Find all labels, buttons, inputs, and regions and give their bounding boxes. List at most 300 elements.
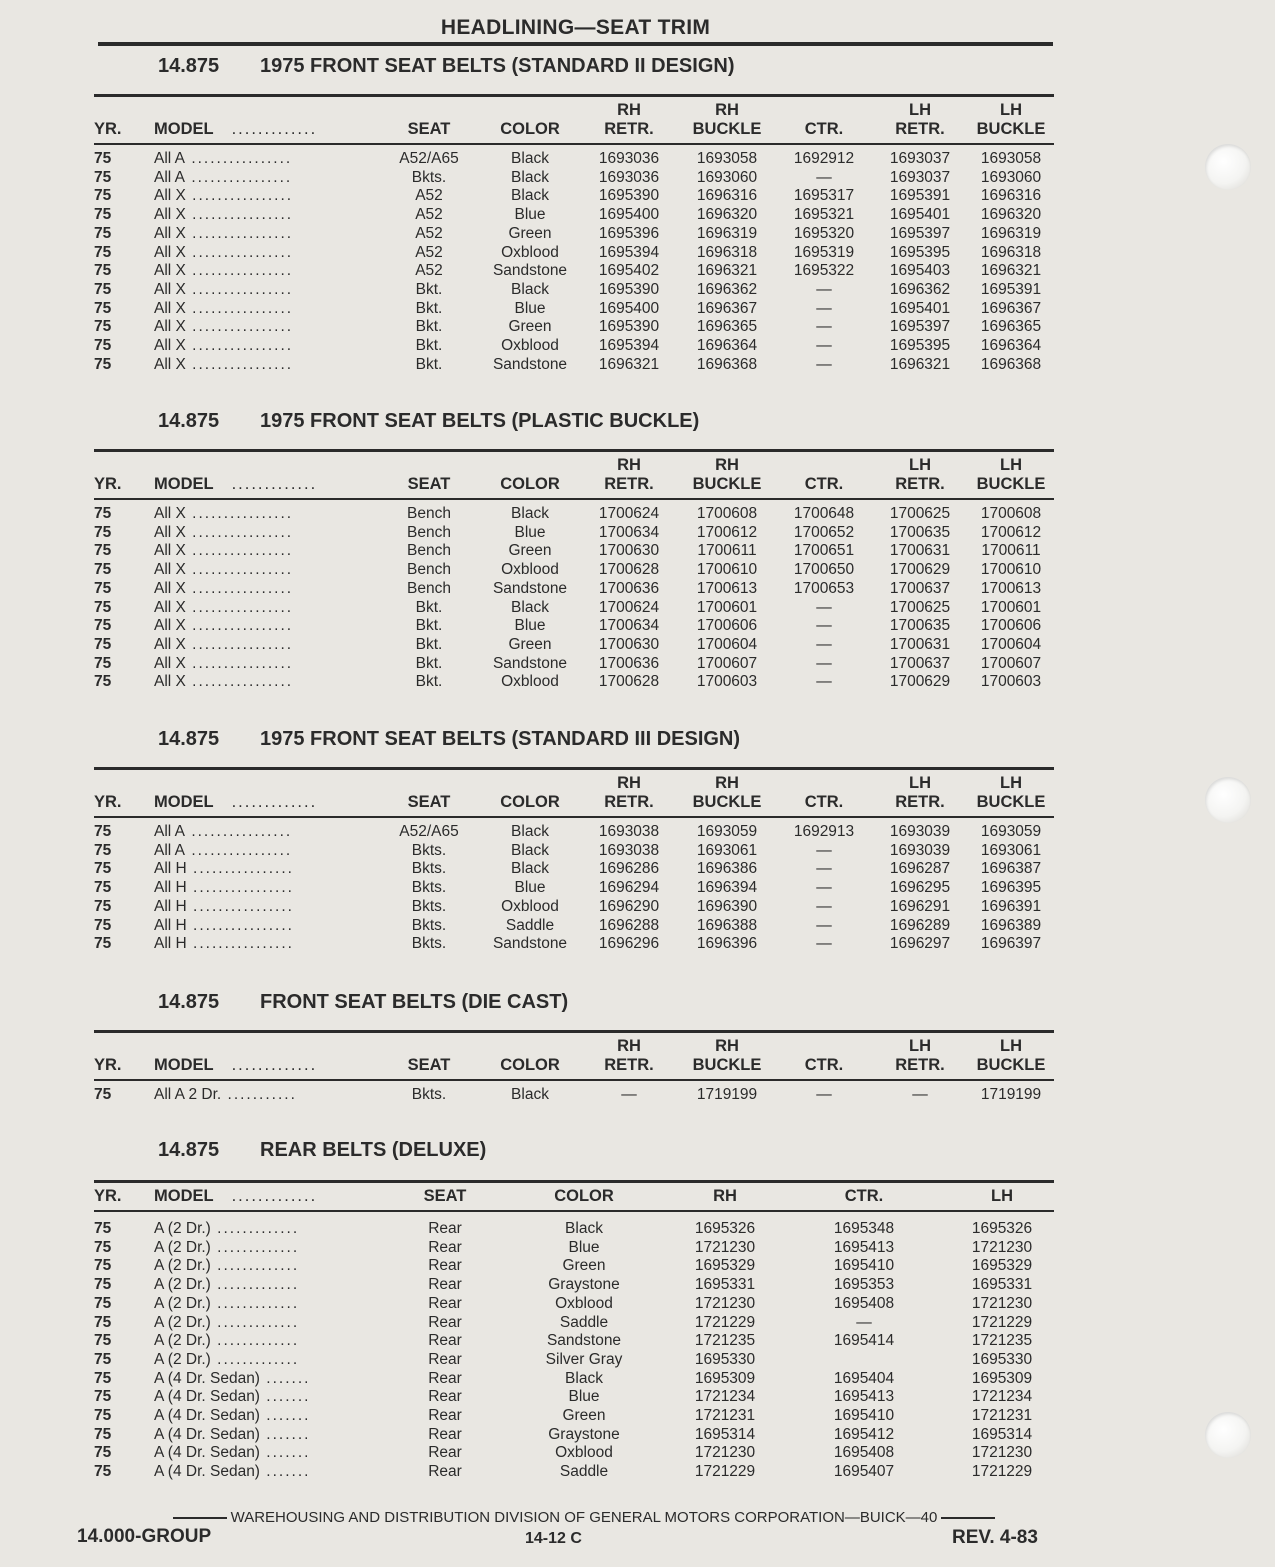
cell-rh-buckle: 1700612 xyxy=(696,523,758,541)
cell-color: Green xyxy=(508,635,552,653)
leader-dots: ....... xyxy=(259,1369,311,1387)
table-row xyxy=(94,244,1054,263)
cell-model xyxy=(154,636,378,655)
cell-lh-retr: 1700631 xyxy=(889,542,951,560)
cell-lh-retr: 1696295 xyxy=(889,879,951,897)
col-model xyxy=(154,1187,394,1211)
col-lh-buckle-label: LH xyxy=(1000,1037,1022,1055)
cell-yr: 75 xyxy=(94,879,112,897)
leader-dots: ............. xyxy=(210,1313,300,1331)
cell-seat: Bkt. xyxy=(415,654,443,672)
leader-dots: ................ xyxy=(185,823,293,840)
cell-model xyxy=(154,1332,394,1351)
cell-rh-retr: — xyxy=(621,1086,637,1103)
model-text: All X xyxy=(154,243,186,261)
leader-dots: ................ xyxy=(185,673,294,691)
section-name: 1975 FRONT SEAT BELTS (PLASTIC BUCKLE) xyxy=(260,410,700,432)
cell-lh-retr: 1696321 xyxy=(889,355,951,373)
cell-model xyxy=(154,1295,394,1314)
cell-yr: 75 xyxy=(94,505,112,522)
leader-dots: ............. xyxy=(210,1257,300,1275)
table-row xyxy=(94,1407,1054,1426)
cell-yr: 75 xyxy=(94,187,112,205)
cell-model xyxy=(154,1314,394,1333)
cell-rh: 1721230 xyxy=(694,1444,756,1462)
cell-model xyxy=(154,318,378,337)
leader-dots: ................ xyxy=(185,299,294,317)
cell-yr: 75 xyxy=(94,841,112,859)
cell-rh-buckle: 1700606 xyxy=(696,617,758,635)
rear-belts-section xyxy=(94,1136,1054,1482)
cell-yr: 75 xyxy=(94,1444,112,1462)
model-text: All X xyxy=(154,654,186,672)
cell-model xyxy=(154,898,378,917)
cell-rh-retr: 1693038 xyxy=(598,841,660,859)
cell-color: Green xyxy=(562,1257,606,1275)
col-color xyxy=(480,1037,580,1080)
leader-dots: ................ xyxy=(185,355,294,373)
model-text: A (2 Dr.) xyxy=(154,1294,211,1312)
cell-rh-buckle: 1696368 xyxy=(696,355,758,373)
cell-lh-buckle: 1700603 xyxy=(980,673,1042,691)
cell-lh: 1695326 xyxy=(971,1220,1033,1237)
col-rh-buckle-label: RH xyxy=(715,456,739,474)
col-yr-label: YR. xyxy=(94,120,122,138)
cell-lh-buckle: 1693060 xyxy=(980,168,1042,186)
cell-rh-retr: 1695400 xyxy=(598,299,660,317)
leader-dots: ................ xyxy=(185,187,294,205)
col-yr-label: YR. xyxy=(94,1187,122,1205)
cell-model xyxy=(154,935,378,954)
cell-rh-buckle: 1700610 xyxy=(696,561,758,579)
col-lh-retr xyxy=(872,101,968,144)
cell-yr: 75 xyxy=(94,1294,112,1312)
cell-lh-buckle: 1700604 xyxy=(980,635,1042,653)
model-text: All X xyxy=(154,635,186,653)
cell-seat: A52/A65 xyxy=(399,823,459,840)
cell-lh-retr: 1700629 xyxy=(889,561,951,579)
cell-yr: 75 xyxy=(94,1332,112,1350)
cell-lh-buckle: 1719199 xyxy=(980,1086,1042,1103)
cell-seat: A52/A65 xyxy=(399,150,459,167)
model-text: All H xyxy=(154,860,187,878)
cell-yr: 75 xyxy=(94,617,112,635)
cell-rh-buckle: 1700601 xyxy=(696,598,758,616)
cell-ctr: 1695322 xyxy=(793,262,855,280)
cell-seat: Bkt. xyxy=(415,280,443,298)
col-rh-retr-label: RETR. xyxy=(604,793,654,811)
cell-lh-retr: 1695397 xyxy=(889,224,951,242)
cell-rh-buckle: 1693059 xyxy=(696,823,758,840)
cell-yr: 75 xyxy=(94,337,112,355)
leader-dots: ................ xyxy=(186,860,294,878)
cell-color: Black xyxy=(511,505,549,522)
table-row xyxy=(94,524,1054,543)
table-row xyxy=(94,1080,1054,1105)
cell-lh-buckle: 1696395 xyxy=(980,879,1042,897)
leader-dots: ............. xyxy=(231,1056,318,1074)
table-row xyxy=(94,1351,1054,1370)
col-rh-retr xyxy=(580,456,678,499)
col-lh-buckle-label: BUCKLE xyxy=(976,1056,1046,1074)
cell-seat: Bkts. xyxy=(411,841,447,859)
cell-yr: 75 xyxy=(94,1086,112,1103)
cell-seat: Rear xyxy=(428,1332,462,1350)
col-yr xyxy=(94,101,154,144)
col-ctr-label: CTR. xyxy=(844,1187,884,1205)
cell-rh-retr: 1700624 xyxy=(598,598,660,616)
cell-seat: Bkt. xyxy=(415,299,443,317)
col-lh-retr-label: LH xyxy=(909,101,931,119)
leader-dots: ................ xyxy=(185,561,294,579)
table-row xyxy=(94,1444,1054,1463)
model-text: A (2 Dr.) xyxy=(154,1238,211,1256)
cell-model xyxy=(154,655,378,674)
cell-rh-retr: 1700630 xyxy=(598,542,660,560)
leader-dots: ................ xyxy=(185,523,294,541)
section-title xyxy=(158,407,1054,435)
col-lh-retr-label: RETR. xyxy=(895,793,945,811)
table-row xyxy=(94,1463,1054,1482)
cell-rh-buckle: 1700603 xyxy=(696,673,758,691)
cell-seat: Bkts. xyxy=(411,897,447,915)
cell-lh-buckle: 1700608 xyxy=(980,505,1042,522)
cell-model xyxy=(154,580,378,599)
cell-model xyxy=(154,1239,394,1258)
cell-ctr: 1695408 xyxy=(833,1444,895,1462)
cell-yr: 75 xyxy=(94,150,112,167)
cell-ctr: 1695412 xyxy=(833,1425,895,1443)
cell-lh-buckle: 1696389 xyxy=(980,916,1042,934)
cell-yr: 75 xyxy=(94,1238,112,1256)
cell-yr: 75 xyxy=(94,299,112,317)
leader-dots: ............. xyxy=(231,1187,318,1205)
cell-color: Blue xyxy=(514,617,546,635)
cell-yr: 75 xyxy=(94,262,112,280)
table-row xyxy=(94,842,1054,861)
table-row xyxy=(94,499,1054,524)
leader-dots: ................ xyxy=(185,243,294,261)
cell-yr: 75 xyxy=(94,243,112,261)
cell-yr: 75 xyxy=(94,823,112,840)
table-header-row xyxy=(94,101,1054,144)
table-row xyxy=(94,187,1054,206)
cell-lh-retr: 1693039 xyxy=(889,841,951,859)
cell-lh-buckle: 1700611 xyxy=(981,542,1041,560)
cell-rh-retr: 1700634 xyxy=(598,523,660,541)
cell-color: Black xyxy=(511,168,549,186)
col-model-label: MODEL xyxy=(154,1187,214,1205)
model-text: A (2 Dr.) xyxy=(154,1220,211,1237)
col-rh-retr xyxy=(580,774,678,817)
col-lh-retr-label: RETR. xyxy=(895,475,945,493)
col-seat xyxy=(378,101,480,144)
col-seat-label: SEAT xyxy=(407,1056,451,1074)
col-rh-buckle xyxy=(678,774,776,817)
leader-dots: ................ xyxy=(185,280,294,298)
cell-color: Green xyxy=(508,224,552,242)
binder-hole xyxy=(1205,144,1251,190)
cell-yr: 75 xyxy=(94,168,112,186)
cell-yr: 75 xyxy=(94,523,112,541)
col-seat xyxy=(394,1187,496,1211)
cell-color: Oxblood xyxy=(501,561,559,579)
cell-seat: Bkt. xyxy=(415,673,443,691)
cell-lh-buckle: 1693061 xyxy=(980,841,1042,859)
table-row xyxy=(94,561,1054,580)
cell-rh: 1721229 xyxy=(694,1463,756,1481)
cell-color: Oxblood xyxy=(501,897,559,915)
col-model xyxy=(154,774,378,817)
col-yr-label: YR. xyxy=(94,793,122,811)
col-yr-label: YR. xyxy=(94,475,122,493)
model-text: All X xyxy=(154,673,186,691)
cell-rh-retr: 1696321 xyxy=(598,355,660,373)
footer-page-ref: 14-12 C xyxy=(525,1530,582,1547)
cell-ctr: — xyxy=(816,879,832,897)
cell-ctr: — xyxy=(816,841,832,859)
col-rh-buckle-label: RH xyxy=(715,101,739,119)
cell-rh: 1695329 xyxy=(694,1257,756,1275)
cell-rh-retr: 1695396 xyxy=(598,224,660,242)
cell-rh-retr: 1700634 xyxy=(598,617,660,635)
leader-dots: ................ xyxy=(185,168,293,186)
cell-color: Black xyxy=(565,1369,603,1387)
cell-seat: Bkt. xyxy=(415,337,443,355)
col-model-label: MODEL xyxy=(154,793,214,811)
model-text: All X xyxy=(154,206,186,224)
cell-lh-buckle: 1696365 xyxy=(980,318,1042,336)
leader-dots: ............. xyxy=(231,475,318,493)
cell-seat: Rear xyxy=(428,1388,462,1406)
table-row xyxy=(94,337,1054,356)
table-row xyxy=(94,655,1054,674)
col-rh-buckle xyxy=(678,101,776,144)
footer-group: 14.000-GROUP xyxy=(77,1526,212,1547)
col-lh-retr-label: LH xyxy=(909,456,931,474)
cell-model xyxy=(154,300,378,319)
cell-model xyxy=(154,1257,394,1276)
leader-dots: ....... xyxy=(259,1463,311,1481)
cell-rh-retr: 1700636 xyxy=(598,654,660,672)
cell-model xyxy=(154,1220,394,1239)
section-title xyxy=(158,1136,1054,1164)
model-text: All X xyxy=(154,318,186,336)
parts-section xyxy=(94,725,1054,954)
cell-rh-buckle: 1696321 xyxy=(696,262,758,280)
col-ctr xyxy=(776,774,872,817)
cell-seat: Rear xyxy=(428,1313,462,1331)
cell-rh-buckle: 1696388 xyxy=(696,916,758,934)
col-color xyxy=(496,1187,672,1211)
table-row xyxy=(94,225,1054,244)
cell-rh-retr: 1695400 xyxy=(598,206,660,224)
col-lh-label: LH xyxy=(991,1187,1013,1205)
col-seat-label: SEAT xyxy=(407,120,451,138)
model-text: All X xyxy=(154,299,186,317)
parts-section xyxy=(94,988,1054,1105)
cell-lh-retr: — xyxy=(912,1086,928,1103)
cell-yr: 75 xyxy=(94,1425,112,1443)
cell-yr: 75 xyxy=(94,1313,112,1331)
model-text: A (4 Dr. Sedan) xyxy=(154,1425,260,1443)
cell-ctr: 1700653 xyxy=(793,579,855,597)
cell-ctr: 1695404 xyxy=(833,1369,895,1387)
leader-dots: ............. xyxy=(210,1220,300,1237)
cell-model xyxy=(154,599,378,618)
col-rh-retr-label: RH xyxy=(617,101,641,119)
binder-hole xyxy=(1205,777,1251,823)
cell-color: Blue xyxy=(568,1388,600,1406)
col-rh-buckle xyxy=(678,1037,776,1080)
cell-lh-buckle: 1696320 xyxy=(980,206,1042,224)
section-title xyxy=(158,52,1054,80)
cell-model xyxy=(154,499,378,524)
cell-rh-retr: 1700636 xyxy=(598,579,660,597)
section-title xyxy=(158,725,1054,753)
cell-rh: 1721234 xyxy=(694,1388,756,1406)
section-name: REAR BELTS (DELUXE) xyxy=(260,1139,487,1161)
leader-dots: ................ xyxy=(185,337,294,355)
cell-yr: 75 xyxy=(94,598,112,616)
footer-division-text: WAREHOUSING AND DISTRIBUTION DIVISION OF GENERAL MOTORS CORPORATION—BUICK—40 xyxy=(230,1509,938,1526)
col-rh-retr xyxy=(580,101,678,144)
parts-section xyxy=(94,407,1054,692)
col-lh-buckle xyxy=(968,1037,1054,1080)
cell-color: Blue xyxy=(514,206,546,224)
cell-lh-buckle: 1700601 xyxy=(980,598,1042,616)
cell-lh-buckle: 1696391 xyxy=(980,897,1042,915)
cell-color: Black xyxy=(511,150,549,167)
cell-lh-retr: 1693037 xyxy=(889,168,951,186)
col-rh-retr-label: RETR. xyxy=(604,120,654,138)
cell-rh-buckle: 1696365 xyxy=(696,318,758,336)
leader-dots: ............. xyxy=(210,1350,300,1368)
cell-rh: 1695331 xyxy=(694,1276,756,1294)
cell-lh-buckle: 1700613 xyxy=(980,579,1042,597)
cell-ctr: 1695414 xyxy=(833,1332,895,1350)
cell-ctr: 1692912 xyxy=(793,150,855,167)
table-row xyxy=(94,1314,1054,1333)
cell-yr: 75 xyxy=(94,935,112,953)
cell-yr: 75 xyxy=(94,206,112,224)
cell-color: Black xyxy=(565,1220,603,1237)
cell-seat: Bench xyxy=(407,579,451,597)
cell-seat: Bkts. xyxy=(411,860,447,878)
cell-seat: A52 xyxy=(415,243,443,261)
model-text: All H xyxy=(154,935,187,953)
model-text: All X xyxy=(154,337,186,355)
cell-model xyxy=(154,1276,394,1295)
col-rh-retr xyxy=(580,1037,678,1080)
cell-model xyxy=(154,817,378,842)
model-text: A (4 Dr. Sedan) xyxy=(154,1369,260,1387)
cell-seat: Rear xyxy=(428,1425,462,1443)
col-lh-buckle-label: BUCKLE xyxy=(976,120,1046,138)
table-row xyxy=(94,1220,1054,1239)
cell-lh-buckle: 1695391 xyxy=(980,280,1042,298)
cell-model xyxy=(154,1351,394,1370)
col-rh-retr-label: RH xyxy=(617,774,641,792)
cell-color: Sandstone xyxy=(492,262,568,280)
col-yr-label: YR. xyxy=(94,1056,122,1074)
cell-seat: Bkts. xyxy=(411,879,447,897)
cell-model xyxy=(154,860,378,879)
cell-rh-retr: 1695394 xyxy=(598,337,660,355)
cell-lh: 1695329 xyxy=(971,1257,1033,1275)
cell-rh-retr: 1696286 xyxy=(598,860,660,878)
footer-rule xyxy=(173,1517,227,1519)
model-text: A (4 Dr. Sedan) xyxy=(154,1388,260,1406)
section-code: 14.875 xyxy=(158,55,220,77)
cell-lh: 1721229 xyxy=(971,1463,1033,1481)
cell-lh-retr: 1700625 xyxy=(889,505,951,522)
col-rh-retr-label: RETR. xyxy=(604,475,654,493)
model-text: All X xyxy=(154,262,186,280)
col-rh-buckle xyxy=(678,456,776,499)
col-ctr xyxy=(776,456,872,499)
cell-yr: 75 xyxy=(94,860,112,878)
model-text: A (4 Dr. Sedan) xyxy=(154,1407,260,1425)
table-row xyxy=(94,1239,1054,1258)
cell-lh-buckle: 1700606 xyxy=(980,617,1042,635)
cell-seat: Rear xyxy=(428,1294,462,1312)
parts-table xyxy=(94,767,1054,954)
cell-rh-retr: 1700628 xyxy=(598,673,660,691)
section-name: 1975 FRONT SEAT BELTS (STANDARD III DESIGN) xyxy=(260,728,741,750)
cell-ctr: — xyxy=(816,654,832,672)
col-yr xyxy=(94,774,154,817)
rear-belts-table xyxy=(94,1180,1054,1482)
cell-ctr: 1700650 xyxy=(793,561,855,579)
cell-model xyxy=(154,1370,394,1389)
table-row xyxy=(94,1370,1054,1389)
cell-ctr: — xyxy=(816,280,832,298)
cell-yr: 75 xyxy=(94,318,112,336)
cell-yr: 75 xyxy=(94,1369,112,1387)
cell-yr: 75 xyxy=(94,1220,112,1237)
table-row xyxy=(94,1257,1054,1276)
cell-rh: 1695326 xyxy=(694,1220,756,1237)
cell-color: Graystone xyxy=(548,1276,620,1294)
col-lh-buckle-label: LH xyxy=(1000,101,1022,119)
cell-seat: Bkts. xyxy=(411,1086,447,1103)
col-ctr-label: CTR. xyxy=(804,120,844,138)
cell-ctr: — xyxy=(816,355,832,373)
leader-dots: ................ xyxy=(185,206,294,224)
cell-lh: 1721230 xyxy=(971,1444,1033,1462)
cell-rh-buckle: 1696319 xyxy=(696,224,758,242)
col-rh-buckle-label: RH xyxy=(715,1037,739,1055)
col-rh-buckle-label: BUCKLE xyxy=(692,120,762,138)
model-text: All A xyxy=(154,150,186,167)
table-row xyxy=(94,262,1054,281)
cell-rh-buckle: 1696394 xyxy=(696,879,758,897)
cell-yr: 75 xyxy=(94,654,112,672)
cell-color: Saddle xyxy=(505,916,555,934)
cell-seat: Rear xyxy=(428,1463,462,1481)
cell-rh-buckle: 1700611 xyxy=(697,542,757,560)
table-row xyxy=(94,144,1054,169)
leader-dots: ................ xyxy=(185,654,294,672)
table-header-row xyxy=(94,774,1054,817)
cell-ctr: 1695348 xyxy=(833,1220,895,1237)
cell-lh-retr: 1700635 xyxy=(889,617,951,635)
col-seat xyxy=(378,774,480,817)
cell-yr: 75 xyxy=(94,635,112,653)
cell-ctr: — xyxy=(816,860,832,878)
cell-rh-retr: 1695402 xyxy=(598,262,660,280)
